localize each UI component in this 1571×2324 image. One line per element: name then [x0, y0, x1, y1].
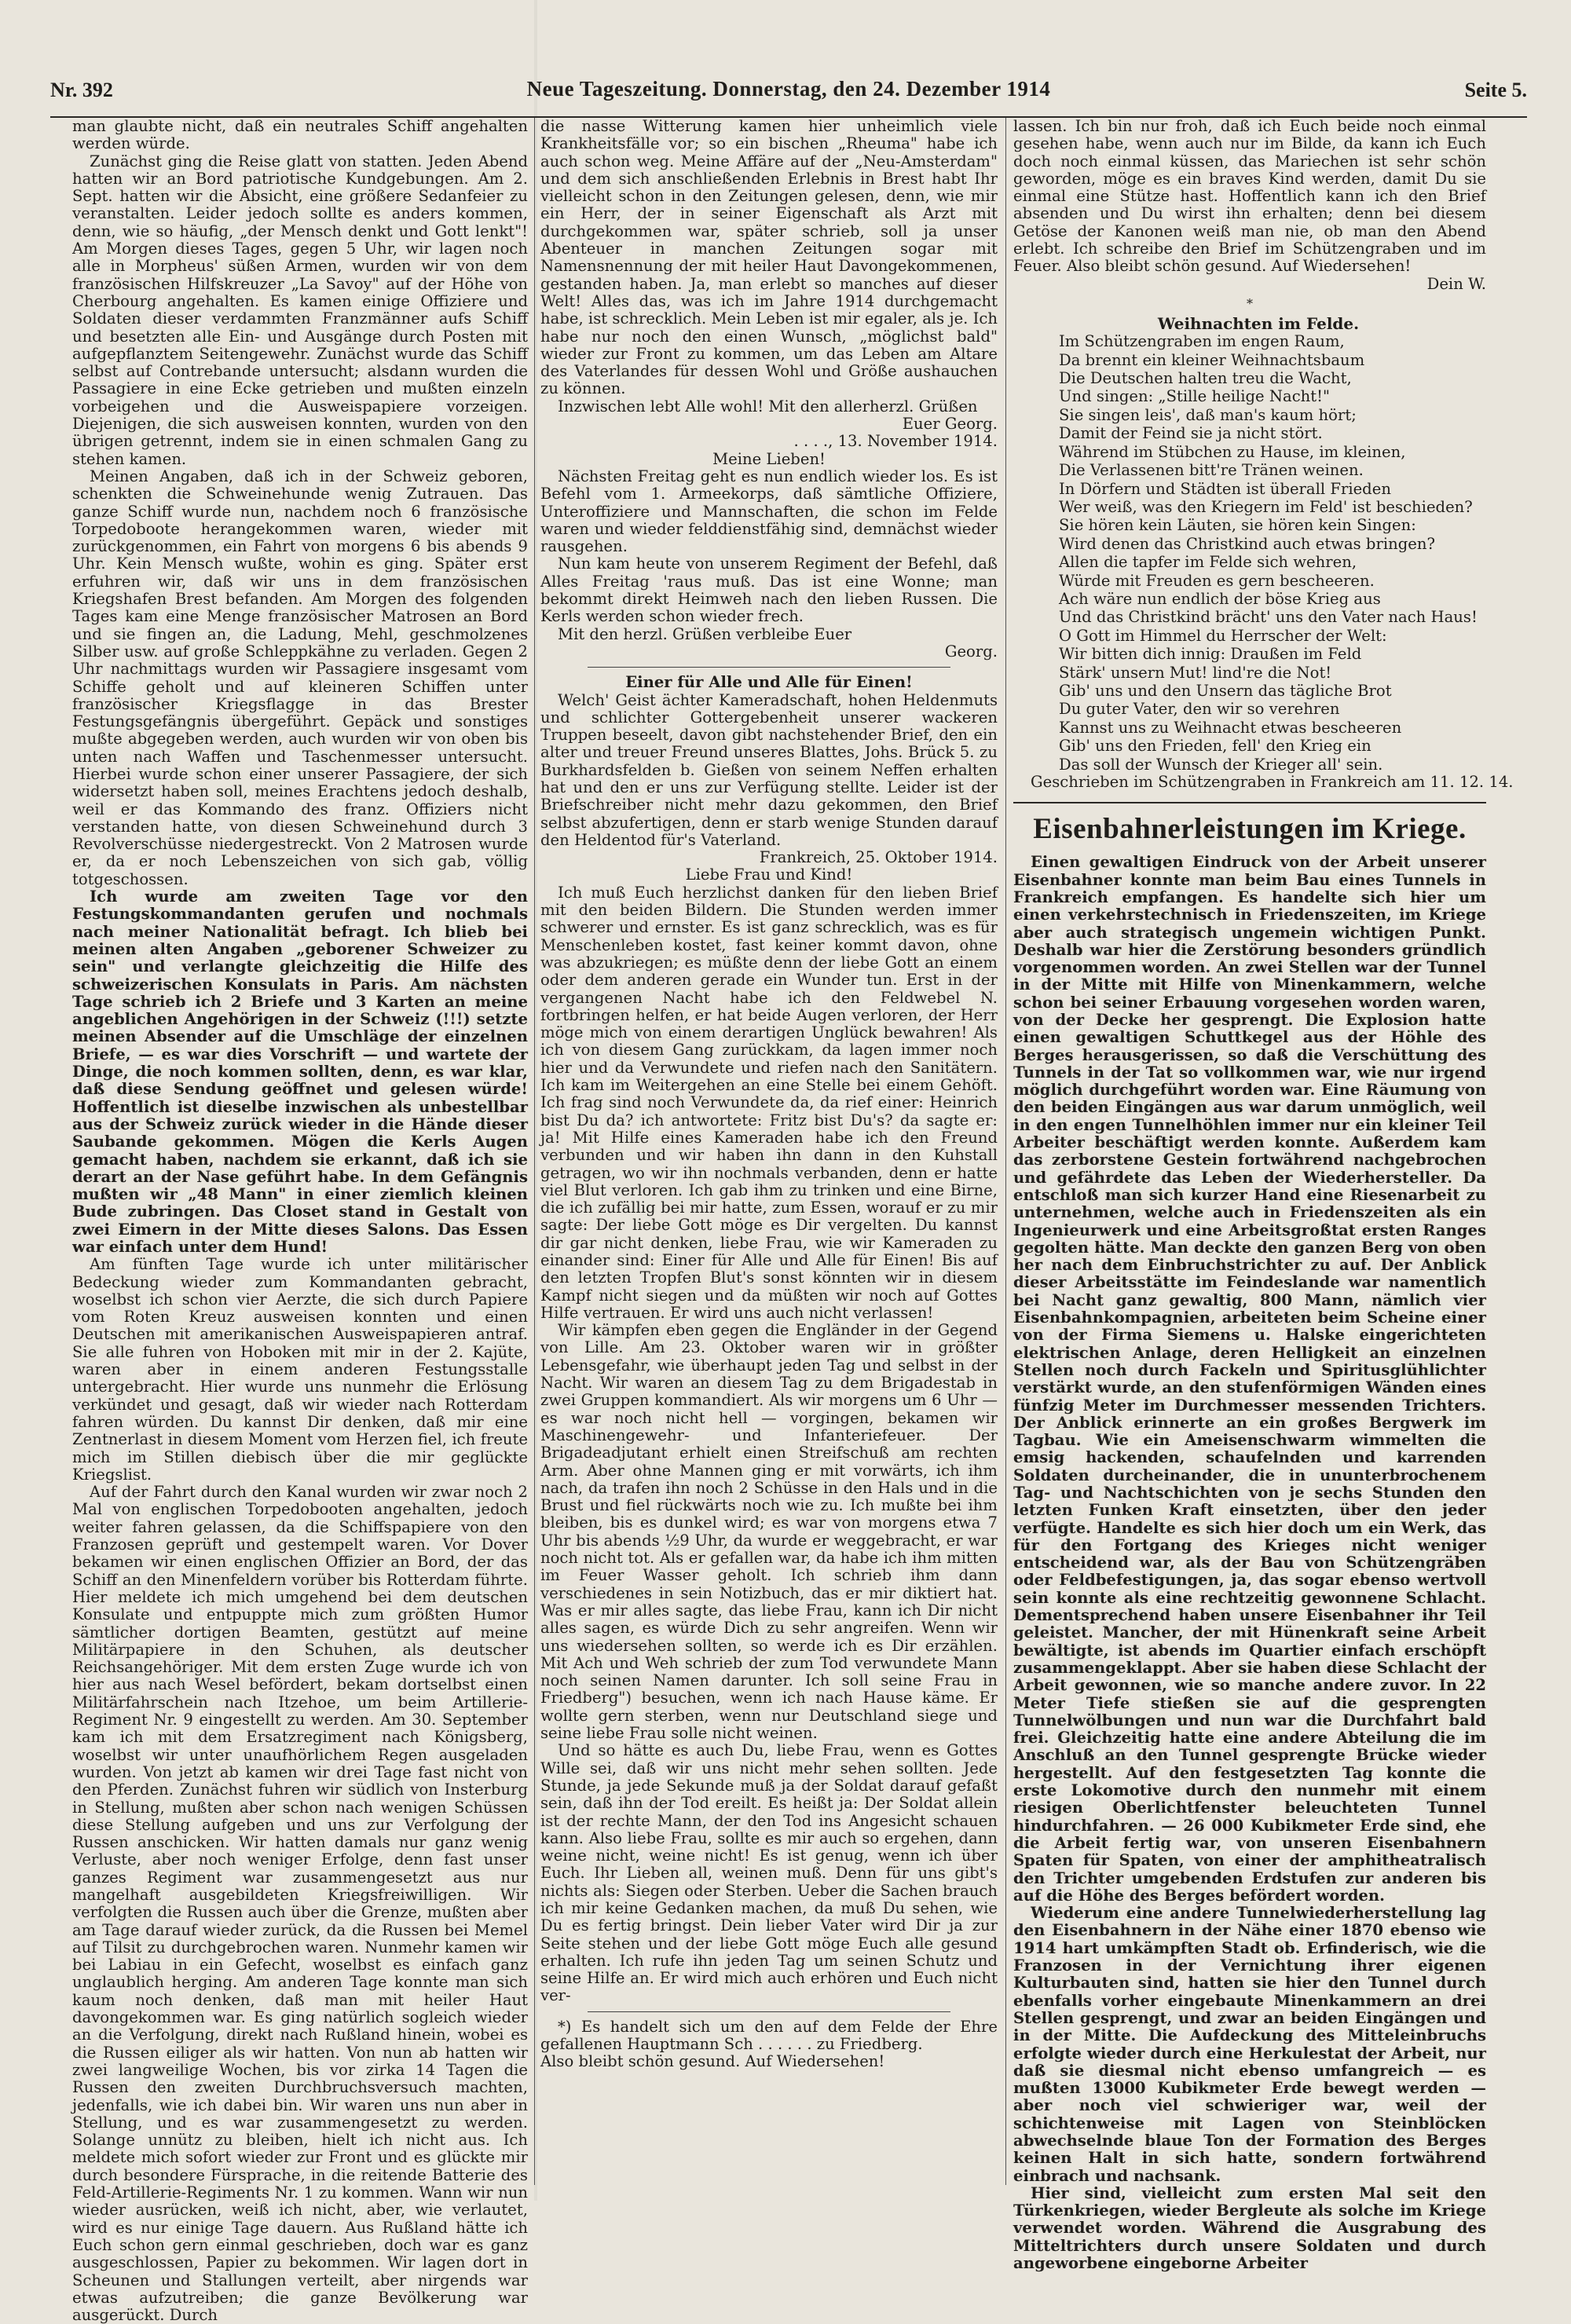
- poem-line: Allen die tapfer im Felde sich wehren,: [1059, 553, 1357, 572]
- paragraph: Einen gewaltigen Eindruck von der Arbeit unserer Eisenbahner konnte man beim Bau eines Tunnels in Frankreich empfangen. Es handelte sich hier um einen verkehrstechnisch in Friedenszeiten, im Kriege aber auch strategisch ungemein wichtigen Punkt. Deshalb war hier die Zerstörung besonders gründlich vorgenommen worden. An zwei Stellen war der Tunnel in der Mitte mit Hilfe von Minenkammern, welche schon bei seiner Erbauung vorgesehen worden waren, von der Decke her gesprengt. Die Explosion hatte einen gewaltigen Schuttkegel aus der Höhle des Berges herausgerissen, so daß die Verschüttung des Tunnels in der Tat so vollkommen war, wie nur irgend möglich durchgeführt worden war. Eine Räumung von den beiden Eingängen aus war darum unmöglich, weil in den engen Tunnelhöhlen immer nur ein kleiner Teil Arbeiter beschäftigt werden konnte. Außerdem kam das zerborstene Gestein fortwährend nachgebrochen und gefährdete das Leben der Wiederhersteller. Da entschloß man sich kurzer Hand eine Riesenarbeit zu unternehmen, welche auch in Friedenszeiten als ein Ingenieurwerk und eine Arbeitsgroßtat ersten Ranges gegolten hätte. Man deckte den ganzen Berg von oben her nach dem Einbruchstrichter zu auf. Der Anblick dieser Arbeitsstätte im Feindeslande war namentlich bei Nacht ganz gewaltig, 800 Mann, nämlich vier Eisenbahnkompagnien, arbeiteten beim Scheine einer von der Firma Siemens u. Halske eingerichteten elektrischen Anlage, deren Helligkeit an einzelnen Stellen noch durch Fackeln und Spiritusglühlichter verstärkt wurde, an den stufenförmigen Wänden eines fünfzig Meter im Durchmesser messenden Trichters. Der Anblick erinnerte an ein großes Bergwerk im Tagbau. Wie ein Ameisenschwarm wimmelten die emsig hackenden, schaufelnden und karrenden Soldaten durcheinander, die in ununterbrochenem Tag- und Nachtschichten von je sechs Stunden den letzten Funken Kraft einsetzten, über den jeder verfügte. Handelte es sich hier doch um ein Werk, das für den Fortgang des Krieges nicht weniger entscheidend war, als der Bau von Schützengräben oder Feldbefestigungen, ja, das sogar ebenso wertvoll sein konnte als eine rechtzeitig gewonnene Schlacht. Dementsprechend haben unsere Eisenbahner ihr Teil geleistet. Mancher, der mit Hünenkraft seine Arbeit bewältigte, ist abends im Quartier einfach erschöpft zusammengeklappt. Aber sie haben diese Schlacht der Arbeit gewonnen, wie so manche andere zuvor. In 22 Meter Tiefe stießen sie auf die gesprengten Tunnelwölbungen und nun war die Durchfahrt bald frei. Gleichzeitig hatte eine andere Abteilung die im Anschluß an den Tunnel gesprengte Brücke wieder hergestellt. Auf den festgesetzten Tag konnte die erste Lokomotive durch den nunmehr mit einem riesigen Oberlichtfenster beleuchteten Tunnel hindurchfahren. — 26 000 Kubikmeter Erde sind, ehe die Arbeit fertig war, von unseren Eisenbahnern Spaten für Spaten, von einer der amphitheatralisch den Trichter umgebenden Erdstufen zur anderen bis auf die Höhe des Berges befördert worden.: [1013, 853, 1486, 1905]
- footnote: *) Es handelt sich um den auf dem Felde der Ehre gefallenen Hauptmann Sch . . . . . . zu Friedberg.: [540, 2017, 998, 2054]
- poem-line: Ach wäre nun endlich der böse Krieg aus: [1059, 589, 1381, 608]
- poem-line: Gib' uns den Frieden, fell' den Krieg ein: [1059, 737, 1371, 756]
- paragraph: lassen. Ich bin nur froh, daß ich Euch beide noch einmal gesehen habe, wenn auch nur im Bilde, da kann ich Euch doch noch einmal küssen, das Mariechen ist sehr schön geworden, möge es ein braves Kind werden, damit Du sie einmal eine Stütze hast. Hoffentlich kann ich den Brief absenden und Du wirst ihn erhalten; denn bei diesem Getöse der Kanonen weiß man nie, ob man den Abend erlebt. Ich schreibe den Brief im Schützengraben und im Feuer. Also bleibt schön gesund. Auf Wiedersehen!: [1013, 117, 1486, 276]
- separator: [588, 2011, 950, 2012]
- separator: [588, 667, 950, 668]
- poem-line: Stärk' unsern Mut! lind're die Not!: [1059, 663, 1332, 682]
- section-rule: [1013, 802, 1486, 803]
- paragraph: Am fünften Tage wurde ich unter militärischer Bedeckung wieder zum Kommandanten gebracht, woselbst ich schon vier Aerzte, die sich durch Papiere vom Roten Kreuz ausweisen konnten und einen Deutschen mit amerikanischen Ausweispapieren antraf. Sie alle fuhren von Hoboken mit mir in der 2. Kajüte, waren aber in einem anderen Festungsstalle untergebracht. Hier wurde uns nunmehr die Erlösung verkündet und gesagt, daß wir wieder nach Rotterdam fahren würden. Du kannst Dir denken, daß mir eine Zentnerlast in diesem Moment vom Herzen fiel, ich freute mich im Stillen diebisch über die mir geglückte Kriegslist.: [72, 1255, 528, 1484]
- paragraph: Ich wurde am zweiten Tage vor den Festungskommandanten gerufen und nochmals nach meiner Nationalität befragt. Ich blieb bei meinen alten Angaben „geborener Schweizer zu sein" und verlangte gleichzeitig die Hilfe des schweizerischen Konsulats in Paris. Am nächsten Tage schrieb ich 2 Briefe und 3 Karten an meine angeblichen Angehörigen in der Schweiz (!!!) setzte meinen Absender auf die Umschläge der einzelnen Briefe, — es war dies Vorschrift — und wartete der Dinge, die noch kommen sollten, denn, es war klar, daß diese Sendung geöffnet und gelesen würde! Hoffentlich ist dieselbe inzwischen als unbestellbar aus der Schweiz zurück wieder in die Hände dieser Saubande gekommen. Mögen die Kerls Augen gemacht haben, nachdem sie erkannt, daß ich sie derart an der Nase geführt habe. In dem Gefängnis mußten wir „48 Mann" in einer ziemlich kleinen Bude zubringen. Das Closet stand in Gestalt von zwei Eimern in der Mitte dieses Salons. Das Essen war einfach unter dem Hund!: [72, 888, 528, 1256]
- signature: Dein W.: [1426, 274, 1486, 293]
- paragraph: die nasse Witterung kamen hier unheimlich viele Krankheitsfälle vor; so ein bischen „Rheuma" habe ich auch schon weg. Meine Affäre auf der „Neu-Amsterdam" und dem sich anschließenden Erlebnis in Brest habt Ihr vielleicht schon in den Zeitungen gelesen, denn, wie mir ein Herr, der in seiner Eigenschaft als Arzt mit durchgekommen war, später schrieb, soll ja unser Abenteuer in manchen Zeitungen sogar mit Namensnennung der mit heiler Haut Davongekommenen, gestanden haben. Ja, man erlebt so manches auf dieser Welt! Alles das, was ich im Jahre 1914 durchgemacht habe, ist schrecklich. Mein Leben ist mir egaler, als je. Ich habe nur noch den einen Wunsch, „möglichst bald" wieder zur Front zu kommen, um das Leben am Altare des Vaterlandes für dessen Wohl und Größe aushauchen zu können.: [540, 117, 998, 398]
- column-3: [1013, 117, 1514, 2273]
- signature: Georg.: [944, 642, 998, 661]
- article-headline: Eisenbahnerleistungen im Kriege.: [1033, 813, 1467, 846]
- poem-line: Sie singen leis', daß man's kaum hört;: [1059, 405, 1357, 424]
- poem-line: Die Verlassenen bitt're Tränen weinen.: [1059, 461, 1364, 480]
- poem-line: Sie hören kein Läuten, sie hören kein Singen:: [1059, 516, 1416, 535]
- separator-asterisk: *: [1247, 295, 1253, 311]
- poem-line: Du guter Vater, den wir so verehren: [1059, 700, 1340, 719]
- letter-salutation: Meine Lieben!: [712, 449, 826, 468]
- poem-line: Damit der Feind sie ja nicht stört.: [1059, 424, 1323, 443]
- poem-line: Würde mit Freuden es gern bescheeren.: [1059, 571, 1375, 590]
- column-1: [72, 117, 528, 2324]
- paragraph: Welch' Geist ächter Kameradschaft, hohen Heldenmuts und schlichter Gottergebenheit unserer wackeren Truppen beseelt, davon gibt nachstehender Brief, den ein alter und treuer Freund unseres Blattes, Johs. Brück 5. zu Burkhardsfelden b. Gießen von seinem Neffen erhalten hat und den er uns zur Verfügung stellte. Leider ist der Briefschreiber nicht mehr dazu gekommen, den Brief selbst abzufertigen, denn er starb wenige Stunden darauf den Heldentod für's Vaterland.: [540, 690, 998, 849]
- paragraph: Nächsten Freitag geht es nun endlich wieder los. Es ist Befehl vom 1. Armeekorps, daß sämtliche Offiziere, Unteroffiziere und Mannschaften, die schon im Felde waren und wieder felddienstfähig sind, demnächst wieder rausgehen.: [540, 467, 998, 556]
- signature: Euer Georg.: [902, 415, 998, 434]
- poem-line: O Gott im Himmel du Herrscher der Welt:: [1059, 626, 1387, 645]
- poem-line: Wir bitten dich innig: Draußen im Feld: [1059, 645, 1362, 664]
- column-2: [540, 118, 998, 2183]
- letter-date: Frankreich, 25. Oktober 1914.: [759, 848, 998, 867]
- poem-line: Die Deutschen halten treu die Wacht,: [1059, 369, 1352, 388]
- poem-line: Und singen: „Stille heilige Nacht!": [1059, 387, 1331, 406]
- paragraph: Nun kam heute von unserem Regiment der Befehl, daß Alles Freitag 'raus muß. Das ist eine Wonne; man bekommt direkt Heimweh nach den lieben Russen. Die Kerls werden schon wieder frech.: [540, 554, 998, 626]
- paragraph: Meinen Angaben, daß ich in der Schweiz geboren, schenkten die Schweinehunde wenig Zutrauen. Das ganze Schiff wurde nun, nachdem noch 6 französische Torpedoboote herangekommen waren, wieder mit zurückgenommen, ein Fahrt von morgens 6 bis abends 9 Uhr. Kein Mensch wußte, wohin es ging. Später erst erfuhren wir, daß wir uns in dem französischen Kriegshafen Brest befanden. Am Morgen des folgenden Tages kam eine Menge französischer Matrosen an Bord und sie fingen an, die Ladung, Mehl, geschmolzenes Silber usw. auf große Schleppkähne zu verladen. Gegen 2 Uhr nachmittags wurden wir Passagiere insgesamt vom Schiffe geholt und auf kleineren Schiffen unter französischer Kriegsflagge in das Brester Festungsgefängnis übergeführt. Gepäck und sonstiges mußte abgegeben werden, auch wurden wir von oben bis unten nach Waffen und Taschenmesser untersucht. Hierbei wurde schon einer unserer Passagiere, der sich widersetzt haben soll, meines Erachtens jedoch deshalb, weil er das Kommando des franz. Offiziers nicht verstanden hatte, von diesen Schweinehund durch 3 Revolverschüsse niedergestreckt. Von 2 Matrosen wurde er, da er noch Lebenszeichen von sich gab, völlig totgeschossen.: [72, 467, 528, 888]
- paragraph: man glaubte nicht, daß ein neutrales Schiff angehalten werden würde.: [72, 117, 528, 153]
- poem-line: Da brennt ein kleiner Weihnachtsbaum: [1059, 350, 1365, 369]
- poem-line: Und das Christkind brächt' uns den Vater nach Haus!: [1059, 608, 1478, 627]
- poem-line: Das soll der Wunsch der Krieger all' sein.: [1059, 755, 1383, 774]
- poem: [1059, 332, 1486, 774]
- paragraph: Wiederum eine andere Tunnelwiederherstellung lag den Eisenbahnern in der Nähe einer 1870 ebenso wie 1914 hart umkämpften Stadt ob. Erfinderisch, wie die Franzosen in der Vernichtung ihrer eigenen Kulturbauten sind, hatten sie hier den Tunnel durch ebenfalls vorher eingebaute Minenkammern an drei Stellen gesprengt, und zwar an beiden Eingängen und in der Mitte. Die Aufdeckung des Mitteleinbruchs erfolgte wieder durch eine Herkulestat der Arbeit, nur daß sie diesmal nicht ebenso umfangreich — es mußten 13000 Kubikmeter Erde bewegt werden — aber noch viel schwieriger war, weil der schichtenweise mit Lagen von Steinblöcken abwechselnde blaue Ton der Formation des Berges keinen Halt in sich hatte, sondern fortwährend einbrach und nachsank.: [1013, 1904, 1486, 2185]
- poem-line: In Dörfern und Städten ist überall Frieden: [1059, 479, 1391, 498]
- masthead: [50, 77, 1527, 113]
- paragraph: Zunächst ging die Reise glatt von statten. Jeden Abend hatten wir an Bord patriotische Kundgebungen. Am 2. Sept. hatten wir die Absicht, eine größere Sedanfeier zu veranstalten. Leider jedoch sollte es anders kommen, denn, wie so häufig, „der Mensch denkt und Gott lenkt"! Am Morgen dieses Tages, gegen 5 Uhr, wir lagen noch alle in Morpheus' süßen Armen, wurden wir von dem französischen Hilfskreuzer „La Savoy" auf der Höhe von Cherbourg angehalten. Es kamen einige Offiziere und Soldaten dieser verdammten Franzmänner aufs Schiff und besetzten alle Ein- und Ausgänge durch Posten mit aufgepflanztem Seitengewehr. Zunächst wurde das Schiff selbst auf Contrebande untersucht; alsdann wurden die Passagiere in eine Ecke getrieben und mußten einzeln vorbeigehen und die Ausweispapiere vorzeigen. Diejenigen, die sich ausweisen konnten, wurden von den übrigen getrennt, indem sie in einen schmalen Gang zu stehen kamen.: [72, 152, 528, 468]
- paragraph: Und so hätte es auch Du, liebe Frau, wenn es Gottes Wille sei, daß wir uns nicht mehr sehen sollten. Jede Stunde, ja jede Sekunde muß ja der Soldat darauf gefaßt sein, daß ihn der Tod ereilt. Es heißt ja: Der Soldat allein ist der rechte Mann, der den Tod ins Angesicht schauen kann. Also liebe Frau, sollte es mir auch so ergehen, dann weine nicht, weine nicht! Es ist genug, wenn ich über Euch. Ihr Lieben all, weinen muß. Denn für uns gibt's nichts als: Siegen oder Sterben. Ueber die Sachen brauch ich mir keine Gedanken machen, da muß Du sehen, wie Du es fertig bringst. Dein lieber Vater wird Dir ja zur Seite stehen und der liebe Gott möge Euch alle gesund erhalten. Ich rufe ihn jeden Tag um seinen Schutz und seine Hilfe an. Er wird mich auch erhören und Euch nicht ver-: [540, 1741, 998, 2005]
- poem-line: Während im Stübchen zu Hause, im kleinen,: [1059, 442, 1406, 461]
- poem-line: Wer weiß, was den Kriegern im Feld' ist beschieden?: [1059, 497, 1473, 516]
- issue-number: Nr. 392: [50, 79, 113, 101]
- paragraph: Auf der Fahrt durch den Kanal wurden wir zwar noch 2 Mal von englischen Torpedobooten angehalten, jedoch weiter fahren gelassen, da die Schiffspapiere von den Franzosen geprüft und gestempelt waren. Vor Dover bekamen wir einen englischen Offizier an Bord, der das Schiff an den Minenfeldern vorüber bis Rotterdam führte. Hier meldete ich mich umgehend bei dem deutschen Konsulate und entpuppte mich zum größten Humor sämtlicher dortigen Beamten, gestützt auf meine Militärpapiere in den Schuhen, als deutscher Reichsangehöriger. Mit dem ersten Zuge wurde ich von hier aus nach Wesel befördert, bekam dortselbst einen Militärfahrschein nach Itzehoe, um beim Artillerie-Regiment Nr. 9 eingestellt zu werden. Am 30. September kam ich mit dem Ersatzregiment nach Königsberg, woselbst wir unter unaufhörlichem Regen ausgeladen wurden. Von jetzt ab kamen wir drei Tage fast nicht von den Pferden. Zunächst fuhren wir südlich von Insterburg in Stellung, mußten aber schon nach wenigen Schüssen diese Stellung aufgeben und uns zur Verfolgung der Russen anschicken. Wir hatten damals nur ganz wenig Verluste, aber noch weniger Erfolge, denn fast unser ganzes Regiment war zusammengesetzt aus nur mangelhaft ausgebildeten Kriegsfreiwilligen. Wir verfolgten die Russen auch über die Grenze, mußten aber am Tage darauf wieder zurück, da die Russen bei Memel auf Tilsit zu durchgebrochen waren. Nunmehr kamen wir bei Labiau in ein Gefecht, woselbst es einfach ganz unglaublich herging. Am anderen Tage konnte man sich kaum noch denken, daß man mit heiler Haut davongekommen war. Es ging natürlich sogleich wieder an die Verfolgung, direkt nach Rußland hinein, wobei es die Russen eiliger als wir hatten. Von nun ab hatten wir zwei langweilige Wochen, bis vor zirka 14 Tagen die Russen den zweiten Durchbruchsversuch machten, jedenfalls, wie ich dabei bin. Wir waren uns nun aber in Stellung, und es war zusammengesetzt zu werden. Solange unnütz zu bleiben, hielt ich nicht aus. Ich meldete mich sofort wieder zur Front und es glückte mir durch besondere Fürsprache, in die reitende Batterie des Feld-Artillerie-Regiments Nr. 1 zu kommen. Wann wir nun wieder ausrücken, weiß ich nicht, aber, wie verlautet, wird es nur einige Tage dauern. Aus Rußland hätte ich Euch schon gern einmal geschrieben, doch war es ganz ausgeschlossen, Papier zu bekommen. Wir lagen dort in Scheunen und Stallungen verteilt, aber nirgends war etwas aufzutreiben; die ganze Bevölkerung war ausgerückt. Durch: [72, 1483, 528, 2324]
- poem-line: Kannst uns zu Weihnacht etwas bescheeren: [1059, 718, 1402, 737]
- poem-line: Gib' uns und den Unsern das tägliche Brot: [1059, 681, 1392, 700]
- paragraph: Ich muß Euch herzlichst danken für den lieben Brief mit den beiden Bildern. Die Stunden werden immer schwerer und ernster. Es ist ganz schrecklich, was es für Menschenleben kostet, fast keiner kommt davon, ohne was abzukriegen; es müßte denn der liebe Gott an einem oder dem anderen gerade ein Wunder tun. Erst in der vergangenen Nacht habe ich den Feldwebel N. fortbringen helfen, er hat beide Augen verloren, der Herr möge mich von einem derartigen Unglück bewahren! Als ich von diesem Gang zurückkam, da lagen immer noch hier und da Verwundete und riefen nach den Sanitätern. Ich kam im Weitergehen an eine Stelle bei einem Gehöft. Ich frag sind noch Verwundete da, da rief einer: Heinrich bist Du da? ich antwortete: Fritz bist Du's? da sagte er: ja! Mit Hilfe eines Kameraden habe ich den Freund verbunden und wir haben ihn dann in den Kuhstall getragen, wo wir ihn nochmals verbanden, denn er hatte viel Blut verloren. Ich gab ihm zu trinken und eine Birne, die ich zufällig bei mir hatte, zum Essen, worauf er zu mir sagte: Der liebe Gott möge es Dir vergelten. Du kannst dir gar nicht denken, liebe Frau, wie wir Kameraden zu einander sind: Einer für Alle und Alle für Einen! Bis auf den letzten Tropfen Blut's sonst könnten wir in diesem Kampf nicht siegen und da müßten wir noch auf Gottes Hilfe vertrauen. Er wird uns auch nicht verlassen!: [540, 883, 998, 1322]
- paragraph: Mit den herzl. Grüßen verbleibe Euer: [558, 624, 852, 643]
- paragraph: Inzwischen lebt Alle wohl! Mit den allerherzl. Grüßen: [558, 397, 978, 415]
- letter-salutation: Liebe Frau und Kind!: [685, 866, 853, 884]
- poem-title: Weihnachten im Felde.: [1157, 313, 1360, 333]
- letter-date: . . . ., 13. November 1914.: [793, 432, 998, 451]
- page-number: Seite 5.: [1464, 79, 1527, 101]
- paragraph: Wir kämpfen eben gegen die Engländer in der Gegend von Lille. Am 23. Oktober waren wir in größter Lebensgefahr, wie überhaupt jeden Tag und selbst in der Nacht. Wir waren an diesem Tag zu dem Brigadestab in zwei Gruppen kommandiert. Als wir morgens um 6 Uhr — es war noch nicht hell — vorgingen, bekamen wir Maschinengewehr- und Infanteriefeuer. Der Brigadeadjutant erhielt einen Streifschuß am rechten Arm. Aber ohne Mannen ging er mit vorwärts, ich ihm nach, da trafen ihn noch 2 Schüsse in den Hals und in die Brust und fiel rückwärts noch wie zu. Ich mußte bei ihm bleiben, bis es dunkel wird; es war von morgens etwa 7 Uhr bis abends ½9 Uhr, da wurde er weggebracht, er war noch nicht tot. Als er gefallen war, da habe ich ihm mitten im Feuer Wasser geholt. Ich schrieb ihm dann verschiedenes in sein Notizbuch, das er mir diktiert hat. Was er mir alles sagte, das liebe Frau, kann ich Dir nicht alles sagen, es würde Dich zu sehr angreifen. Wenn wir uns wiedersehen sollten, so werde ich es Dir erzählen. Mit Ach und Weh schrieb der zum Tod verwundete Mann noch seinen Namen darunter. Ich soll seine Frau in Friedberg") besuchen, wenn ich nach Hause käme. Er wollte gern sterben, wenn nur Deutschland siege und seine liebe Frau solle nicht weinen.: [540, 1321, 998, 1743]
- poem-line: Wird denen das Christkind auch etwas bringen?: [1059, 534, 1435, 553]
- column-rule: [534, 118, 535, 2185]
- paragraph: Also bleibt schön gesund. Auf Wiedersehen!: [540, 2052, 885, 2071]
- paragraph: Hier sind, vielleicht zum ersten Mal seit den Türkenkriegen, wieder Bergleute als solche im Kriege verwendet worden. Während die Ausgrabung des Mitteltrichters durch unsere Soldaten und durch angeworbene eingeborne Arbeiter: [1013, 2183, 1486, 2273]
- column-rule: [1005, 118, 1006, 2185]
- newspaper-title-date: Neue Tageszeitung. Donnerstag, den 24. Dezember 1914: [526, 77, 1051, 101]
- poem-line: Im Schützengraben im engen Raum,: [1059, 332, 1345, 351]
- poem-footnote: Geschrieben im Schützengraben in Frankreich am 11. 12. 14.: [1031, 773, 1514, 792]
- article-heading: Einer für Alle und Alle für Einen!: [625, 673, 913, 692]
